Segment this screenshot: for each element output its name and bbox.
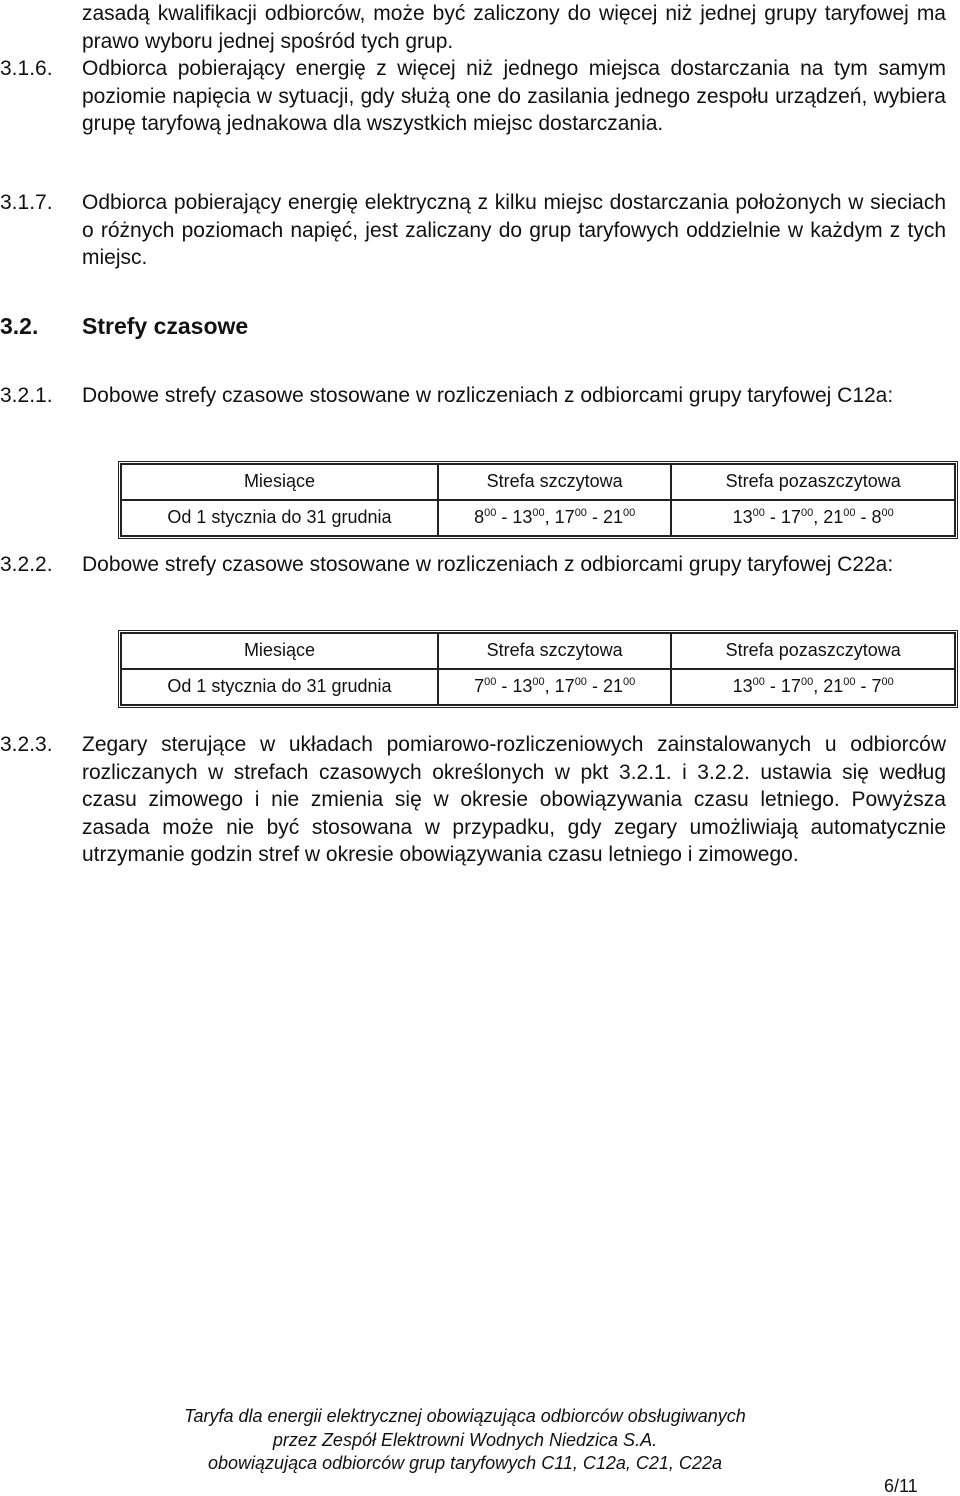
header-offpeak-zone: Strefa pozaszczytowa bbox=[671, 633, 955, 669]
section-number-3-2: 3.2. bbox=[0, 313, 39, 339]
time-value: $21^{00}$ bbox=[602, 507, 636, 528]
cell-offpeak-hours: $13^{00} - 17^{00}$, $21^{00} - 7^{00}$ bbox=[671, 669, 955, 705]
paragraph-number-3-1-6: 3.1.6. bbox=[0, 57, 53, 80]
footer-line-2: przez Zespół Elektrowni Wodnych Niedzica S.A. bbox=[272, 1429, 658, 1450]
time-value: $21^{00}$ bbox=[602, 676, 636, 697]
paragraph-3-2-1-text: Dobowe strefy czasowe stosowane w rozliczeniach z odbiorcami grupy taryfowej C12a: bbox=[82, 384, 894, 407]
time-zones-table-c12a bbox=[118, 461, 958, 539]
time-value: $8^{00}$ bbox=[474, 507, 497, 528]
cell-peak-hours: $8^{00} - 13^{00}$, $17^{00} - 21^{00}$ bbox=[438, 500, 672, 536]
paragraph-3-2-2-text: Dobowe strefy czasowe stosowane w rozliczeniach z odbiorcami grupy taryfowej C22a: bbox=[82, 553, 894, 576]
paragraph-3-2-3 bbox=[82, 731, 946, 869]
time-value: $13^{00}$ bbox=[512, 507, 545, 528]
paragraph-3-2-3-text: Zegary sterujące w układach pomiarowo-rozliczeniowych zainstalowanych u odbiorców rozliczanych w strefach czasowych określonych w pkt 3.2.1. i 3.2.2. ustawia się według czasu zimowego i nie zmienia się w okresie obowiązywania czasu letniego. Powyższa zasada może nie być stosowana w przypadku, gdy zegary umożliwiają automatycznie utrzymanie godzin stref w okresie obowiązywania czasu letniego i zimowego. bbox=[82, 733, 946, 866]
page-number: 6/11 bbox=[884, 1476, 918, 1496]
time-value: $13^{00}$ bbox=[732, 676, 765, 697]
header-months: Miesiące bbox=[121, 633, 438, 669]
time-value: $17^{00}$ bbox=[554, 507, 587, 528]
table-row bbox=[121, 500, 955, 536]
paragraph-3-1-6-text: Odbiorca pobierający energię z więcej niż jednego miejsca dostarczania na tym samym poziomie napięcia w sytuacji, gdy służą one do zasilania jednego zespołu urządzeń, wybiera grupę taryfową jednakowa dla wszystkich miejsc dostarczania. bbox=[82, 57, 946, 135]
section-title-3-2: Strefy czasowe bbox=[82, 313, 249, 339]
time-value: $17^{00}$ bbox=[780, 676, 814, 697]
table-row bbox=[121, 669, 955, 705]
time-value: $17^{00}$ bbox=[780, 507, 814, 528]
header-peak-zone: Strefa szczytowa bbox=[438, 464, 672, 500]
continuation-text: zasadą kwalifikacji odbiorców, może być zaliczony do więcej niż jednej grupy taryfowej ma prawo wyboru jednej spośród tych grup. bbox=[82, 2, 946, 53]
time-value: $8^{00}$ bbox=[871, 507, 894, 528]
paragraph-3-1-7-text: Odbiorca pobierający energię elektryczną z kilku miejsc dostarczania położonych w sieciach o różnych poziomach napięć, jest zaliczany do grup taryfowych oddzielnie w każdym z tych miejsc. bbox=[82, 191, 946, 269]
footer-line-1: Taryfa dla energii elektrycznej obowiązująca odbiorców obsługiwanych bbox=[184, 1406, 746, 1426]
cell-months: Od 1 stycznia do 31 grudnia bbox=[121, 500, 438, 536]
table-header-row bbox=[121, 633, 955, 669]
paragraph-number-3-2-3: 3.2.3. bbox=[0, 733, 53, 756]
paragraph-3-1-7 bbox=[82, 189, 946, 272]
continuation-paragraph bbox=[82, 0, 946, 55]
paragraph-number-3-2-1: 3.2.1. bbox=[0, 384, 53, 407]
paragraph-3-2-1 bbox=[82, 382, 946, 410]
time-value: $7^{00}$ bbox=[474, 676, 497, 697]
cell-peak-hours: $7^{00} - 13^{00}$, $17^{00} - 21^{00}$ bbox=[438, 669, 672, 705]
page-footer bbox=[0, 1405, 930, 1476]
time-value: $17^{00}$ bbox=[554, 676, 587, 697]
cell-months: Od 1 stycznia do 31 grudnia bbox=[121, 669, 438, 705]
header-offpeak-zone: Strefa pozaszczytowa bbox=[671, 464, 955, 500]
table-header-row bbox=[121, 464, 955, 500]
paragraph-3-2-2 bbox=[82, 551, 946, 579]
footer-line-3: obowiązująca odbiorców grup taryfowych C11, C12a, C21, C22a bbox=[208, 1453, 722, 1473]
paragraph-number-3-2-2: 3.2.2. bbox=[0, 553, 53, 576]
time-value: $7^{00}$ bbox=[871, 676, 894, 697]
cell-offpeak-hours: $13^{00} - 17^{00}$, $21^{00} - 8^{00}$ bbox=[671, 500, 955, 536]
time-value: $13^{00}$ bbox=[512, 676, 545, 697]
header-months: Miesiące bbox=[121, 464, 438, 500]
time-value: $13^{00}$ bbox=[732, 507, 765, 528]
time-value: $21^{00}$ bbox=[823, 507, 856, 528]
paragraph-number-3-1-7: 3.1.7. bbox=[0, 191, 53, 214]
paragraph-3-1-6 bbox=[82, 55, 946, 138]
time-value: $21^{00}$ bbox=[823, 676, 856, 697]
time-zones-table-c22a bbox=[118, 630, 958, 708]
header-peak-zone: Strefa szczytowa bbox=[438, 633, 672, 669]
